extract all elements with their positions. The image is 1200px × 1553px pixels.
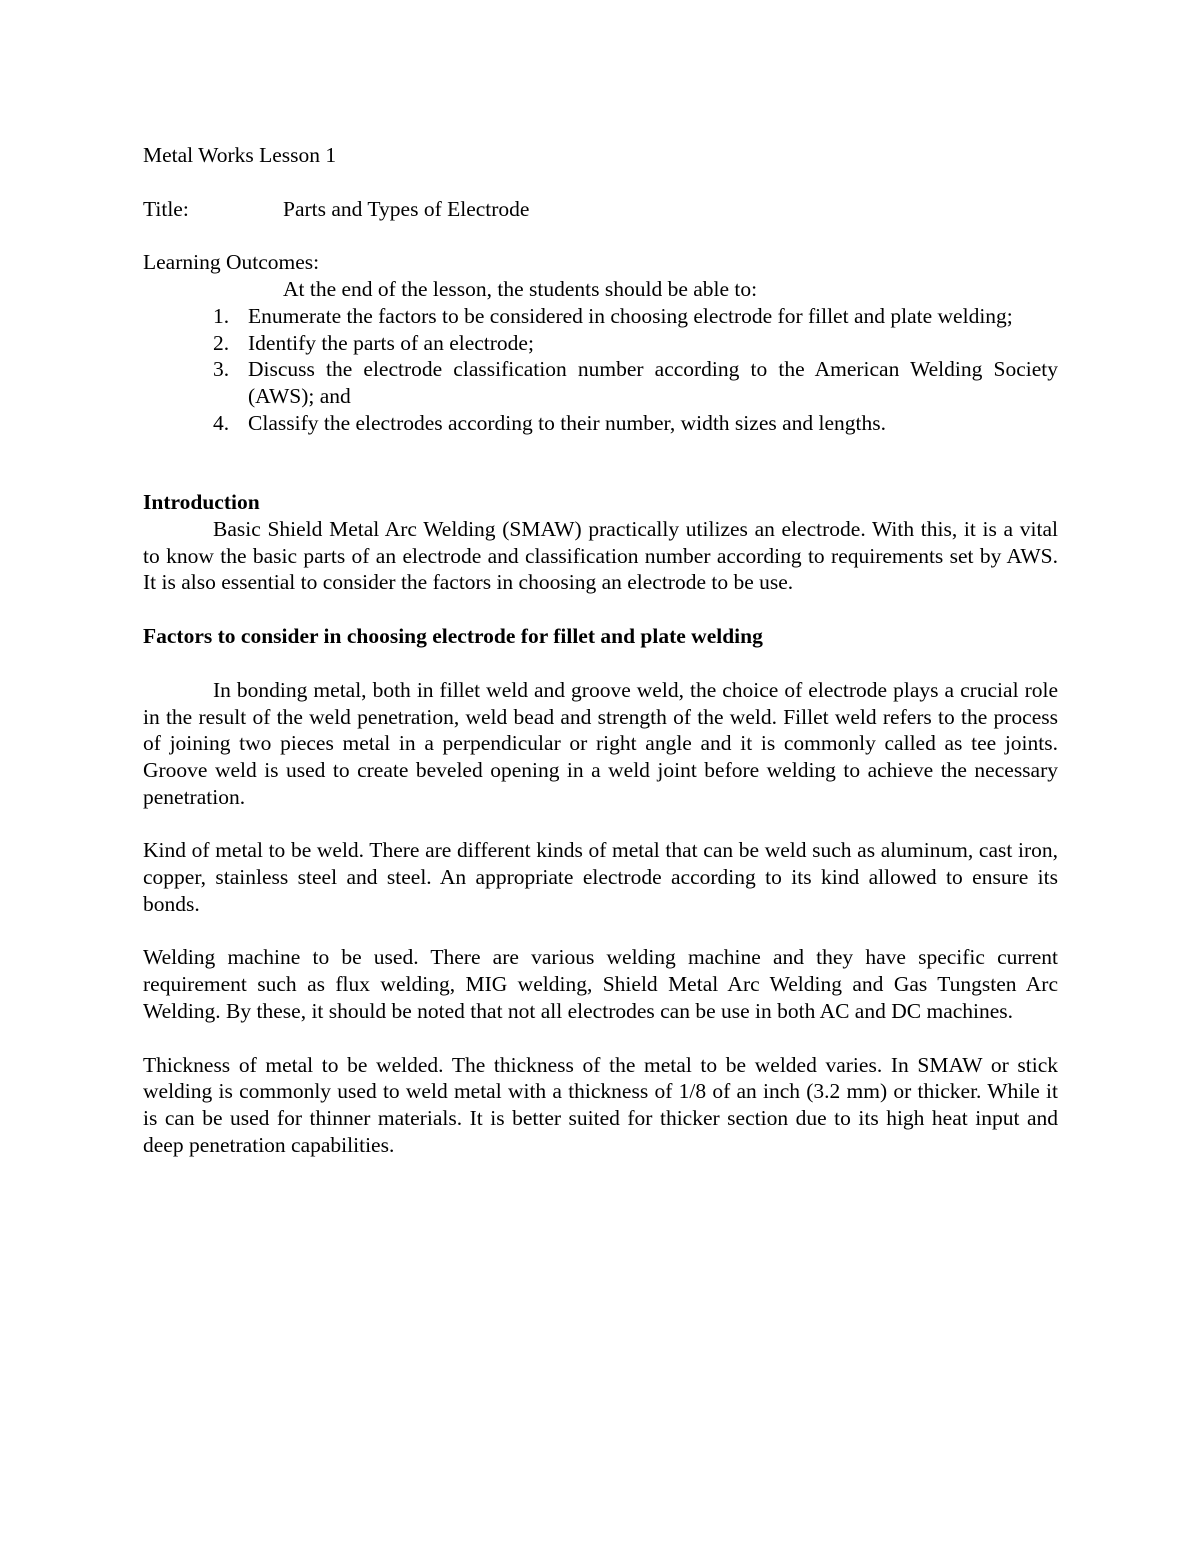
title-row <box>143 196 1058 223</box>
outcomes-intro: At the end of the lesson, the students should be able to: <box>283 277 758 302</box>
spacer <box>143 596 1058 623</box>
title-label: Title: <box>143 196 189 221</box>
list-item-text: Identify the parts of an electrode; <box>248 330 534 355</box>
introduction-paragraph: Basic Shield Metal Arc Welding (SMAW) practically utilizes an electrode. With this, it is a vital to know the basic parts of an electrode and classification number according to requirements set by AWS. It is also essential to consider the factors in choosing an electrode to be use. <box>143 517 1058 595</box>
factor-paragraph-metal-thickness: Thickness of metal to be welded. The thickness of the metal to be welded varies. In SMAW or stick welding is commonly used to weld metal with a thickness of 1/8 of an inch (3.2 mm) or thicker. While it is can be used for thinner materials. It is better suited for thicker section due to its high heat input and deep penetration capabilities. <box>143 1052 1058 1157</box>
list-item <box>143 303 1058 330</box>
title-value: Parts and Types of Electrode <box>283 196 530 221</box>
list-item-text: Discuss the electrode classification number according to the American Welding Society (AWS); and <box>248 357 1058 408</box>
outcomes-list <box>143 303 1058 437</box>
introduction-heading: Introduction <box>143 490 260 515</box>
factors-heading: Factors to consider in choosing electrode for fillet and plate welding <box>143 624 763 649</box>
outcomes-label: Learning Outcomes: <box>143 250 320 275</box>
factor-paragraph-metal-kind: Kind of metal to be weld. There are different kinds of metal that can be weld such as aluminum, cast iron, copper, stainless steel and steel. An appropriate electrode according to its kind allowed to ensure its bonds. <box>143 838 1058 916</box>
list-item-number: 4. <box>213 410 230 435</box>
list-item-text: Classify the electrodes according to their number, width sizes and lengths. <box>248 410 886 435</box>
document-heading: Metal Works Lesson 1 <box>143 143 337 167</box>
spacer <box>143 917 1058 944</box>
spacer <box>143 436 1058 489</box>
list-item-number: 2. <box>213 330 230 355</box>
list-item-number: 1. <box>213 303 230 328</box>
factor-paragraph-welding-machine: Welding machine to be used. There are various welding machine and they have specific current requirement such as flux welding, MIG welding, Shield Metal Arc Welding and Gas Tungsten Arc Welding. By these, it should be noted that not all electrodes can be use in both AC and DC machines. <box>143 945 1058 1023</box>
list-item-text: Enumerate the factors to be considered in choosing electrode for fillet and plate welding; <box>248 303 1013 328</box>
spacer <box>143 810 1058 837</box>
list-item <box>143 330 1058 357</box>
list-item <box>143 410 1058 437</box>
list-item <box>143 356 1058 409</box>
factors-intro-paragraph: In bonding metal, both in fillet weld and groove weld, the choice of electrode plays a crucial role in the result of the weld penetration, weld bead and strength of the weld. Fillet weld refers to the process of joining two pieces metal in a perpendicular or right angle and it is commonly called as tee joints. Groove weld is used to create beveled opening in a weld joint before welding to achieve the necessary penetration. <box>143 677 1058 809</box>
spacer <box>143 650 1058 677</box>
list-item-number: 3. <box>213 357 230 382</box>
document-page <box>143 142 1058 1158</box>
spacer <box>143 1025 1058 1052</box>
